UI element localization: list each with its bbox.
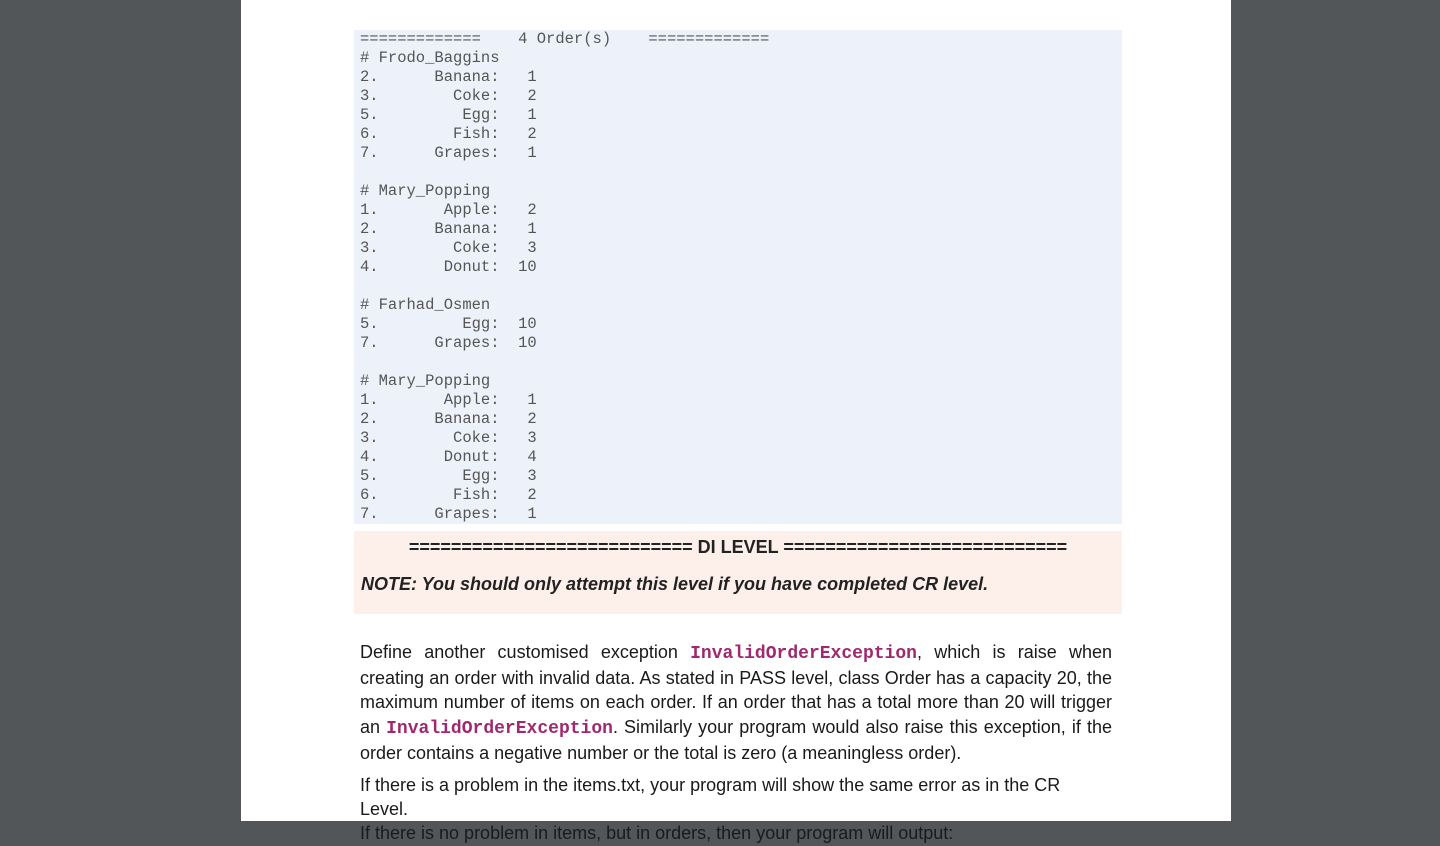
order-listing: ============= 4 Order(s) ============= # Frodo_Baggins 2. Banana: 1 3. Coke: 2 5. Egg: 1 6. Fish: 2 7. Grapes: 1 # Mary_Popping 1. Apple: 2 2. Banana: 1 3. Coke: 3 4. Donut: 10 # Farhad_Osmen 5. Egg: 10 7. Grapes: 10 # Mary_Popping 1. Apple: 1 2. Banana: 2 3. Coke: 3 4. Donut: 4 5. Egg: 3 6. Fish: 2 7. Grapes: 1 bbox=[360, 30, 770, 523]
level-title: =========================== DI LEVEL =========================== bbox=[408, 537, 1068, 557]
text-line: If there is a problem in the items.txt, your program will show the same error as in the CR Level. bbox=[360, 775, 1061, 820]
code-output-block bbox=[354, 30, 1122, 524]
exception-name: InvalidOrderException bbox=[386, 718, 613, 739]
level-banner bbox=[354, 531, 1122, 614]
text-segment: . Similarly your program would also raise this exception, if the order contains a negative number or the total is zero (a meaningless order). bbox=[360, 716, 1112, 763]
exception-name: InvalidOrderException bbox=[690, 644, 917, 664]
text-line: If there is no problem in items, but in orders, then your program will output: bbox=[360, 823, 954, 844]
document-page bbox=[241, 0, 1231, 844]
paragraph-error-output bbox=[360, 773, 1112, 846]
text-segment: , which is raise when creating an order with invalid data. As stated in PASS level, class Order has a capacity 20, the maximum number of items on each order. If an order that has a total more than 20 will trigger an bbox=[360, 642, 1112, 737]
paragraph-exception-definition bbox=[360, 640, 1112, 765]
level-note: NOTE: You should only attempt this level if you have completed CR level. bbox=[361, 574, 989, 594]
text-segment: Define another customised exception bbox=[360, 642, 691, 662]
